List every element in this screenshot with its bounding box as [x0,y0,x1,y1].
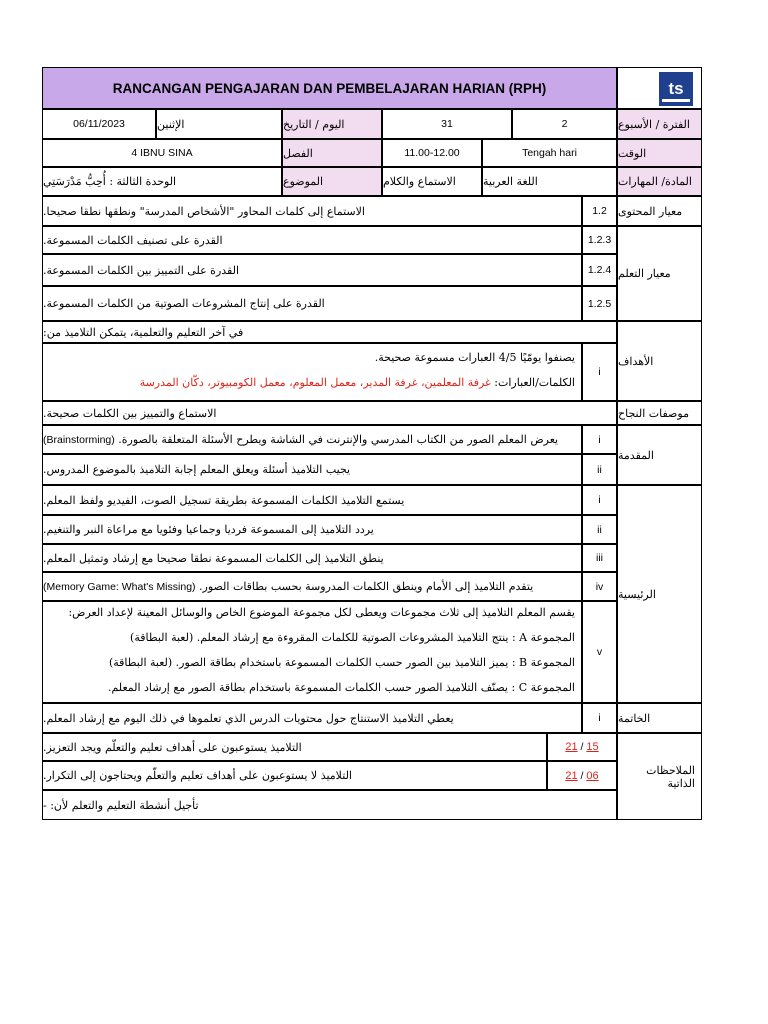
main-text-1: يستمع التلاميذ الكلمات المسموعة بطريقة تسجيل الصوت، الفيديو ولفظ المعلم. [42,485,582,515]
main-num-3: iii [582,544,617,572]
school-logo-icon [658,71,694,107]
learning-text-1: القدرة على تصنيف الكلمات المسموعة. [42,226,582,254]
term-value: 31 [382,109,512,139]
success-label: موصفات النجاح [617,401,702,425]
objectives-intro: في آخر التعليم والتعلمية، يتمكن التلاميذ من: [42,321,617,343]
closing-text: يعطي التلاميذ الاستنتاج حول محتويات الدرس الذي تعلموها في ذلك اليوم مع إرشاد المعلم. [42,703,582,733]
class-label: الفصل [282,139,382,167]
session-value: Tengah hari [482,139,617,167]
learning-text-2: القدرة على التمييز بين الكلمات المسموعة. [42,254,582,286]
content-standard-text: الاستماع إلى كلمات المحاور "الأشخاص المدرسة" ونطقها نطقا صحيحا. [42,196,582,226]
not-achieved-total: 21 [565,769,578,782]
main-group-b: المجموعة B : يميز التلاميذ بين الصور حسب الكلمات المسموعة باستخدام بطاقة الصور. (لعبة البطاقة) [108,656,575,669]
reflection-achieved-text: التلاميذ يستوعبون على أهداف تعليم والتعلّم ويجد التعزيز. [42,733,547,761]
school-logo [617,67,702,109]
objectives-words-prefix: الكلمات/العبارات: [494,376,575,389]
subject-label: المادة/ المهارات [617,167,702,196]
objectives-line-1: يصنفوا يومّيًا 4/5 العبارات مسموعة صحيحة. [374,351,575,364]
not-achieved-count: 06 [586,769,599,782]
content-standard-code: 1.2 [582,196,617,226]
not-achieved-sep: / [580,769,584,782]
time-value: 11.00-12.00 [382,139,482,167]
week-label: الفترة / الأسبوع [617,109,702,139]
reflection-postponed: تأجيل أنشطة التعليم والتعلم لأن: - [42,790,617,820]
skill-value: الاستماع والكلام [382,167,482,196]
day-label: اليوم / التاريخ [282,109,382,139]
intro-label: المقدمة [617,425,702,485]
date-value: 06/11/2023 [42,109,156,139]
success-text: الاستماع والتمييز بين الكلمات صحيحة. [42,401,617,425]
learning-standard-label: معيار التعلم [617,226,702,321]
main-group-block [42,601,582,703]
main-label: الرئيسية [617,485,702,703]
objectives-words: غرفة المعلمين، غرفة المدير، معمل المعلوم، معمل الكومبيوتر، دكّان المدرسة [139,376,491,389]
learning-code-1: 1.2.3 [582,226,617,254]
main-num-1: i [582,485,617,515]
topic-label: الموضوع [282,167,382,196]
time-label: الوقت [617,139,702,167]
learning-text-3: القدرة على إنتاج المشروعات الصوتية من الكلمات المسموعة. [42,286,582,321]
day-value: الإثنين [156,109,282,139]
objectives-body [42,343,582,401]
lesson-plan-table [42,67,702,820]
main-text-2: يردد التلاميذ إلى المسموعة فرديا وجماعيا وفئويا مع مراعاة النبر والتنغيم. [42,515,582,544]
reflection-label: الملاحظات الذاتية [617,733,702,820]
objectives-words-line [140,376,575,389]
reflection-achieved-count[interactable] [547,733,617,761]
achieved-total: 21 [565,741,578,753]
intro-text-1-body: يعرض المعلم الصور من الكتاب المدرسي والإنترنت في الشاشة ويطرح الأسئلة المتعلقة بالصورة. [118,433,559,446]
main-group-a: المجموعة A : ينتج التلاميذ المشروعات الصوتية للكلمات المقروءة مع إرشاد المعلم. (لعبة البطاقة) [130,631,575,644]
closing-num: i [582,703,617,733]
content-standard-label: معيار المحتوى [617,196,702,226]
achieved-count: 15 [586,741,599,753]
main-text-4-body: يتقدم التلاميذ إلى الأمام وينطق الكلمات المدروسة بحسب بطاقات الصور. [199,580,534,593]
learning-code-3: 1.2.5 [582,286,617,321]
main-text-3: ينطق التلاميذ إلى الكلمات المسموعة نطقا صحيحا مع إرشاد وتمثيل المعلم. [42,544,582,572]
reflection-not-achieved-text: التلاميذ لا يستوعبون على أهداف تعليم والتعلّم ويحتاجون إلى التكرار. [42,761,547,790]
intro-text-2: يجيب التلاميذ أسئلة ويعلق المعلم إجابة التلاميذ بالموضوع المدروس. [42,454,582,485]
main-text-4 [42,572,582,601]
reflection-not-achieved-count[interactable] [547,761,617,790]
achieved-sep: / [580,741,584,753]
learning-code-2: 1.2.4 [582,254,617,286]
intro-text-1 [42,425,582,454]
week-value: 2 [512,109,617,139]
main-num-5: v [582,601,617,703]
intro-text-1-latin: (Brainstorming) [43,433,115,446]
page-title: RANCANGAN PENGAJARAN DAN PEMBELAJARAN HARIAN (RPH) [42,67,617,109]
main-num-4: iv [582,572,617,601]
objectives-label: الأهداف [617,321,702,401]
intro-num-1: i [582,425,617,454]
main-num-2: ii [582,515,617,544]
main-text-4-latin: (Memory Game: What's Missing) [43,580,196,593]
objectives-num: i [582,343,617,401]
logo-text: ts [668,79,684,98]
topic-value: الوحدة الثالثة : أُحِبُّ مَدْرَسَتِي [42,167,282,196]
intro-num-2: ii [582,454,617,485]
closing-label: الخاتمة [617,703,702,733]
class-value: 4 IBNU SINA [42,139,282,167]
subject-value: اللغة العربية [482,167,617,196]
main-group-c: المجموعة C : يصنّف التلاميذ الصور حسب الكلمات المسموعة باستخدام بطاقة الصور مع إرشاد المعلم. [107,681,575,694]
main-group-intro: يقسم المعلم التلاميذ إلى ثلاث مجموعات ويعطى لكل مجموعة الموضوع الخاص والوسائل المعينة لإعداد العرض: [68,606,575,619]
